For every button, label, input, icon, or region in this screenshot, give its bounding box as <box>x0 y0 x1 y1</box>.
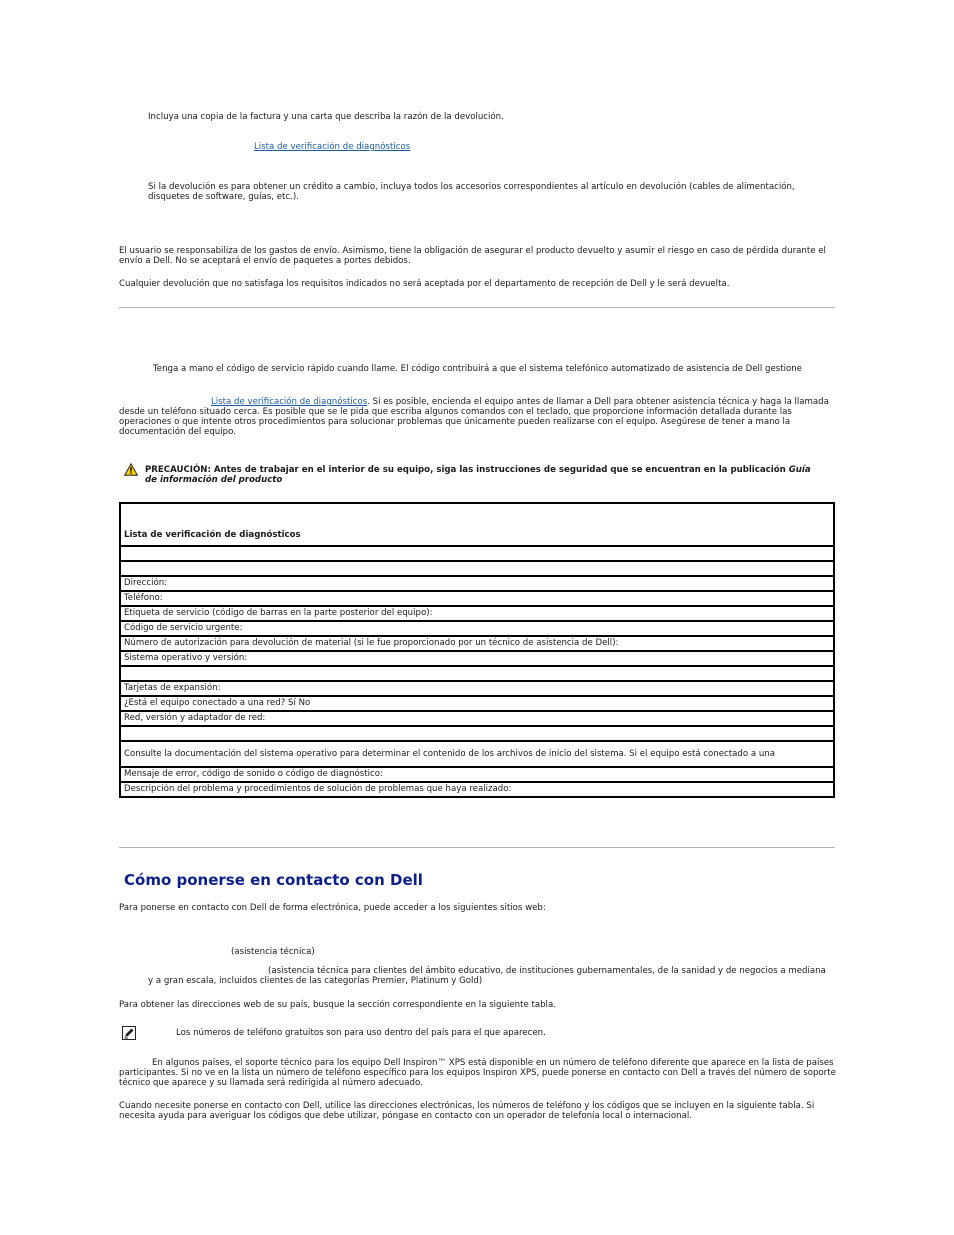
rejection-paragraph: Cualquier devolución que no satisfaga los requisitos indicados no será aceptada por el departamento de recepción de Dell y le será devuelta. <box>119 279 730 289</box>
checklist-row: Número de autorización para devolución de material (si le fue proporcionado por un técnico de asistencia de Dell): <box>120 636 834 651</box>
express-code-paragraph: Tenga a mano el código de servicio rápido cuando llame. El código contribuirá a que el sistema telefónico automatizado de asistencia de Dell gestione <box>153 364 802 374</box>
shipping-paragraph: El usuario se responsabiliza de los gastos de envío. Asimismo, tiene la obligación de asegurar el producto devuelto y asumir el riesgo en caso de pérdida durante el envío a Dell. No se aceptará el envío de paquetes a portes debidos. <box>119 246 826 266</box>
web-addresses-paragraph: Para obtener las direcciones web de su país, busque la sección correspondiente en la siguiente tabla. <box>119 1000 556 1010</box>
call-instructions-paragraph <box>119 397 835 437</box>
checklist-row <box>120 666 834 681</box>
caution-text: Antes de trabajar en el interior de su equipo, siga las instrucciones de seguridad que se encuentran en la publicación <box>210 465 789 475</box>
checklist-row <box>120 726 834 741</box>
contact-intro: Para ponerse en contacto con Dell de forma electrónica, puede acceder a los siguientes sitios web: <box>119 903 546 913</box>
diagnostics-checklist-table <box>119 502 835 798</box>
premier-site-description: (asistencia técnica para clientes del ámbito educativo, de instituciones gubernamentales, de la sanidad y de negocios a mediana y a gran escala, incluidos clientes de las categorías Premier, Platinum y Gold) <box>148 966 826 986</box>
checklist-row: Tarjetas de expansión: <box>120 681 834 696</box>
toll-free-note: Los números de teléfono gratuitos son para uso dentro del país para el que aparecen. <box>176 1028 546 1038</box>
checklist-row: Teléfono: <box>120 591 834 606</box>
section-divider <box>119 307 835 308</box>
checklist-row: Consulte la documentación del sistema operativo para determinar el contenido de los archivos de inicio del sistema. Si el equipo está conectado a una <box>120 741 834 767</box>
call-instructions-text: . Si es posible, encienda el equipo antes de llamar a Dell para obtener asistencia técnica y haga la llamada desde un teléfono situado cerca. Es posible que se le pida que escriba algunos comandos con el teclado, que proporcione información detallada durante las operaciones o que intente otros procedimientos para solucionar problemas que únicamente pueden realizarse con el equipo. Asegúrese de tener a mano la documentación del equipo. <box>119 397 829 437</box>
checklist-row: Red, versión y adaptador de red: <box>120 711 834 726</box>
xps-support-paragraph: En algunos países, el soporte técnico para los equipo Dell Inspiron™ XPS está disponible en un número de teléfono diferente que aparece en la lista de países participantes. Si no ve en la lista un número de teléfono específico para los equipos Inspiron XPS, puede ponerse en contacto con Dell a través del número de soporte técnico que aparece y su llamada será redirigida al número adecuado. <box>119 1058 836 1088</box>
checklist-title: Lista de verificación de diagnósticos <box>120 503 834 546</box>
checklist-row: Etiqueta de servicio (código de barras en la parte posterior del equipo): <box>120 606 834 621</box>
checklist-row: Mensaje de error, código de sonido o código de diagnóstico: <box>120 767 834 782</box>
caution-document-title: Guía de información del producto <box>145 465 811 485</box>
caution-notice <box>145 465 825 485</box>
checklist-row: Descripción del problema y procedimientos de solución de problemas que haya realizado: <box>120 782 834 797</box>
checklist-row: Código de servicio urgente: <box>120 621 834 636</box>
checklist-row <box>120 546 834 561</box>
contact-codes-paragraph: Cuando necesite ponerse en contacto con Dell, utilice las direcciones electrónicas, los números de teléfono y los códigos que se incluyen en la siguiente tabla. Si necesita ayuda para averiguar los códigos que debe utilizar, póngase en contacto con un operador de telefonía local o internacional. <box>119 1101 815 1121</box>
checklist-row: Sistema operativo y versión: <box>120 651 834 666</box>
checklist-link-returns[interactable]: Lista de verificación de diagnósticos <box>254 142 411 152</box>
checklist-row: Dirección: <box>120 576 834 591</box>
note-pencil-icon <box>122 1026 136 1040</box>
checklist-link-calling[interactable]: Lista de verificación de diagnósticos <box>211 397 368 407</box>
support-site-description: (asistencia técnica) <box>231 947 315 957</box>
section-divider <box>119 847 835 848</box>
warning-triangle-icon <box>124 463 138 476</box>
checklist-row: ¿Está el equipo conectado a una red? Sí No <box>120 696 834 711</box>
contact-dell-heading: Cómo ponerse en contacto con Dell <box>124 871 423 889</box>
checklist-row <box>120 561 834 576</box>
caution-label: PRECAUCIÓN: <box>145 465 211 475</box>
invoice-instruction: Incluya una copia de la factura y una carta que describa la razón de la devolución. <box>148 112 504 122</box>
accessories-instruction: Si la devolución es para obtener un crédito a cambio, incluya todos los accesorios correspondientes al artículo en devolución (cables de alimentación, disquetes de software, guías, etc.). <box>148 182 795 202</box>
